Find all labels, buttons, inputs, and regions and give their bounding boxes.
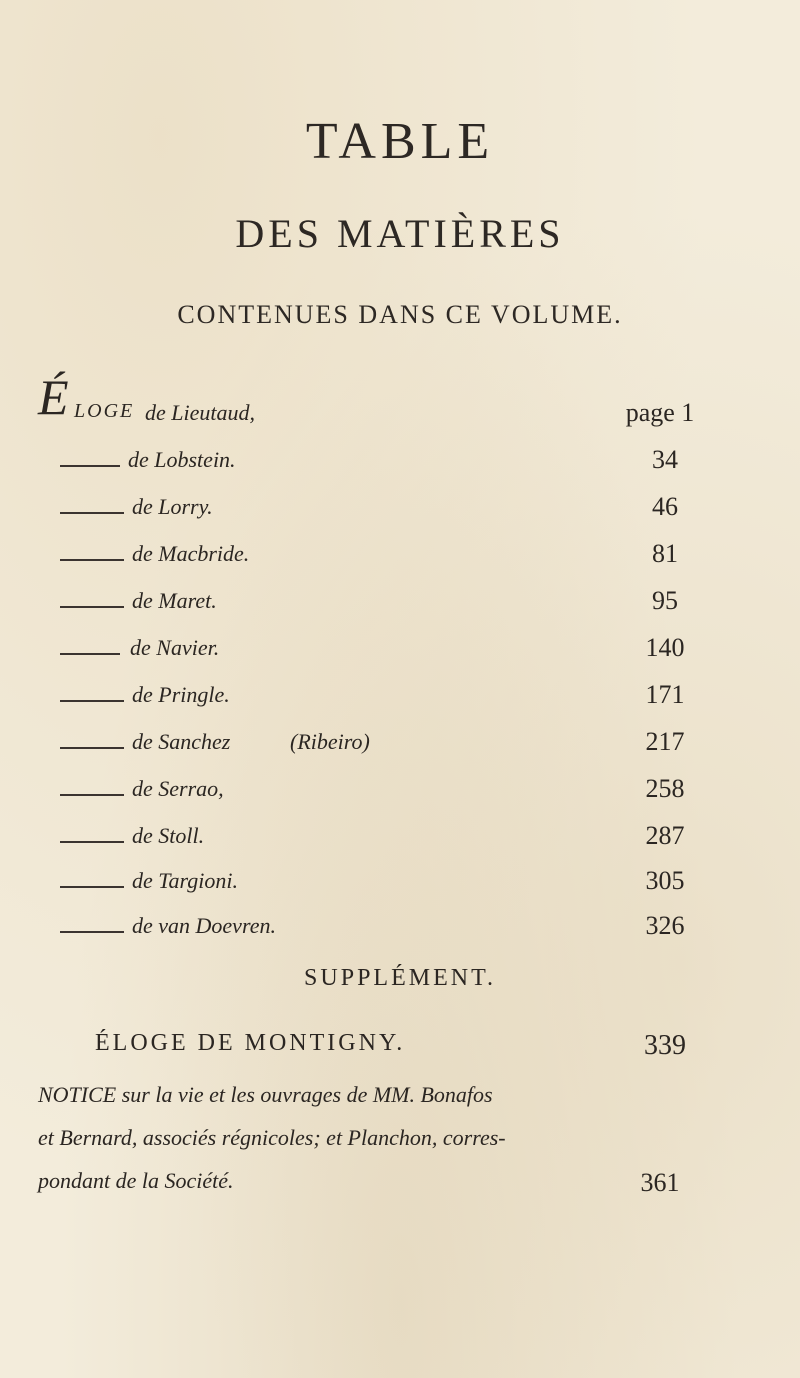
entry-name: de Serrao, — [132, 776, 224, 801]
notice-line-1: NOTICE sur la vie et les ouvrages de MM. Bonafos — [38, 1082, 493, 1107]
ditto-dash — [60, 886, 124, 888]
entry-page: 217 — [645, 727, 685, 756]
entry-page: 258 — [645, 774, 685, 803]
notice-page: 361 — [640, 1168, 680, 1197]
entry-page: 95 — [652, 586, 678, 615]
toc-entry — [0, 586, 800, 626]
ditto-dash — [60, 841, 124, 843]
eloge-label: LOGE — [74, 400, 135, 422]
entry-name: de Stoll. — [132, 823, 205, 848]
entry-page: 287 — [645, 821, 685, 850]
entry-name: de Macbride. — [132, 541, 250, 566]
title-contenues: CONTENUES DANS CE VOLUME. — [177, 300, 623, 329]
ditto-dash — [60, 465, 120, 467]
entry-page: page 1 — [625, 398, 695, 427]
supplement-heading: SUPPLÉMENT. — [304, 965, 496, 991]
entry-name: de Pringle. — [132, 682, 230, 707]
eloge-montigny: ÉLOGE DE MONTIGNY. — [95, 1030, 406, 1056]
ditto-dash — [60, 931, 124, 933]
ditto-dash — [60, 606, 124, 608]
entry-page: 81 — [652, 539, 678, 568]
ditto-dash — [60, 794, 124, 796]
ditto-dash — [60, 747, 124, 749]
entry-name: de Maret. — [132, 588, 217, 613]
toc-entry — [0, 727, 800, 767]
toc-entry — [0, 821, 800, 861]
entry-name: de Lobstein. — [128, 447, 236, 472]
entry-page: 171 — [645, 680, 685, 709]
entry-page: 46 — [652, 492, 678, 521]
entry-page: 34 — [652, 445, 678, 474]
toc-entry — [0, 680, 800, 720]
entry-page: 140 — [645, 633, 685, 662]
entry-name: de Navier. — [130, 635, 220, 660]
ditto-dash — [60, 559, 124, 561]
entry-extra: (Ribeiro) — [290, 729, 370, 754]
toc-entry — [0, 445, 800, 485]
entry-name: de Lorry. — [132, 494, 213, 519]
title-des-matieres: DES MATIÈRES — [235, 211, 565, 256]
toc-entry — [0, 633, 800, 673]
eloge-montigny-page: 339 — [644, 1030, 686, 1061]
toc-entry — [0, 866, 800, 906]
toc-entry — [0, 369, 800, 438]
title-table: TABLE — [305, 113, 495, 170]
entry-page: 326 — [645, 911, 685, 940]
toc-entry — [0, 774, 800, 814]
entry-name: de Lieutaud, — [145, 400, 255, 425]
ditto-dash — [60, 653, 120, 655]
entry-name: de Sanchez — [132, 729, 231, 754]
notice-line-3: pondant de la Société. — [38, 1168, 234, 1193]
ditto-dash — [60, 700, 124, 702]
entry-page: 305 — [645, 866, 685, 895]
toc-entry — [0, 539, 800, 579]
entry-name: de van Doevren. — [132, 913, 276, 938]
toc-entry — [0, 911, 800, 951]
drop-initial: É — [38, 369, 69, 425]
notice-line-2: et Bernard, associés régnicoles; et Planchon, corres- — [38, 1125, 506, 1150]
toc-entry — [0, 492, 800, 532]
ditto-dash — [60, 512, 124, 514]
entry-name: de Targioni. — [132, 868, 238, 893]
